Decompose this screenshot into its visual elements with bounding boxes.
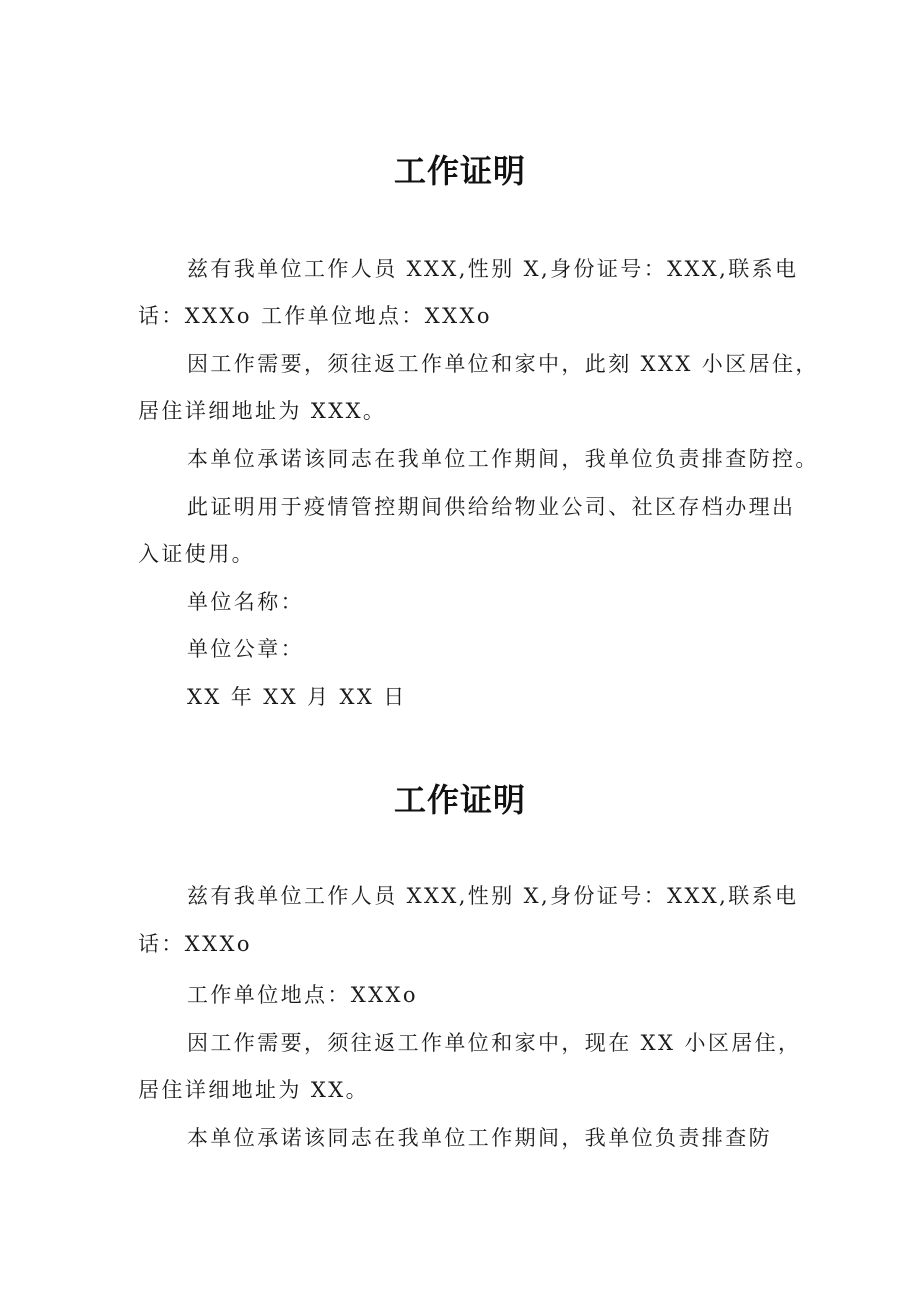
certificate-1-line: 此证明用于疫情管控期间供给给物业公司、社区存档办理出: [187, 495, 796, 519]
certificate-2-line: 兹有我单位工作人员 XXX,性别 X,身份证号：XXX,联系电: [187, 884, 799, 908]
certificate-2-line: 话：XXXo: [138, 932, 252, 956]
certificate-2-line: 居住详细地址为 XX。: [138, 1078, 369, 1102]
certificate-1-unit-seal-label: 单位公章：: [187, 637, 304, 661]
certificate-1-line: 居住详细地址为 XXX。: [138, 399, 387, 423]
certificate-1-line: 本单位承诺该同志在我单位工作期间，我单位负责排查防控。: [187, 447, 819, 471]
certificate-1-line: 兹有我单位工作人员 XXX,性别 X,身份证号：XXX,联系电: [187, 257, 799, 281]
certificate-1-date: XX 年 XX 月 XX 日: [187, 685, 407, 709]
certificate-1-line: 因工作需要，须往返工作单位和家中，此刻 XXX 小区居住，: [187, 352, 819, 376]
certificate-2-title: 工作证明: [393, 781, 526, 819]
certificate-2-line: 本单位承诺该同志在我单位工作期间，我单位负责排查防: [187, 1126, 772, 1150]
certificate-1-line: 入证使用。: [138, 542, 255, 566]
certificate-1-unit-name-label: 单位名称：: [187, 590, 304, 614]
certificate-2-line: 因工作需要，须往返工作单位和家中，现在 XX 小区居住，: [187, 1031, 802, 1055]
certificate-2-line: 工作单位地点：XXXo: [187, 983, 418, 1007]
certificate-1-title: 工作证明: [393, 152, 526, 190]
certificate-1-line: 话：XXXo 工作单位地点：XXXo: [138, 304, 492, 328]
